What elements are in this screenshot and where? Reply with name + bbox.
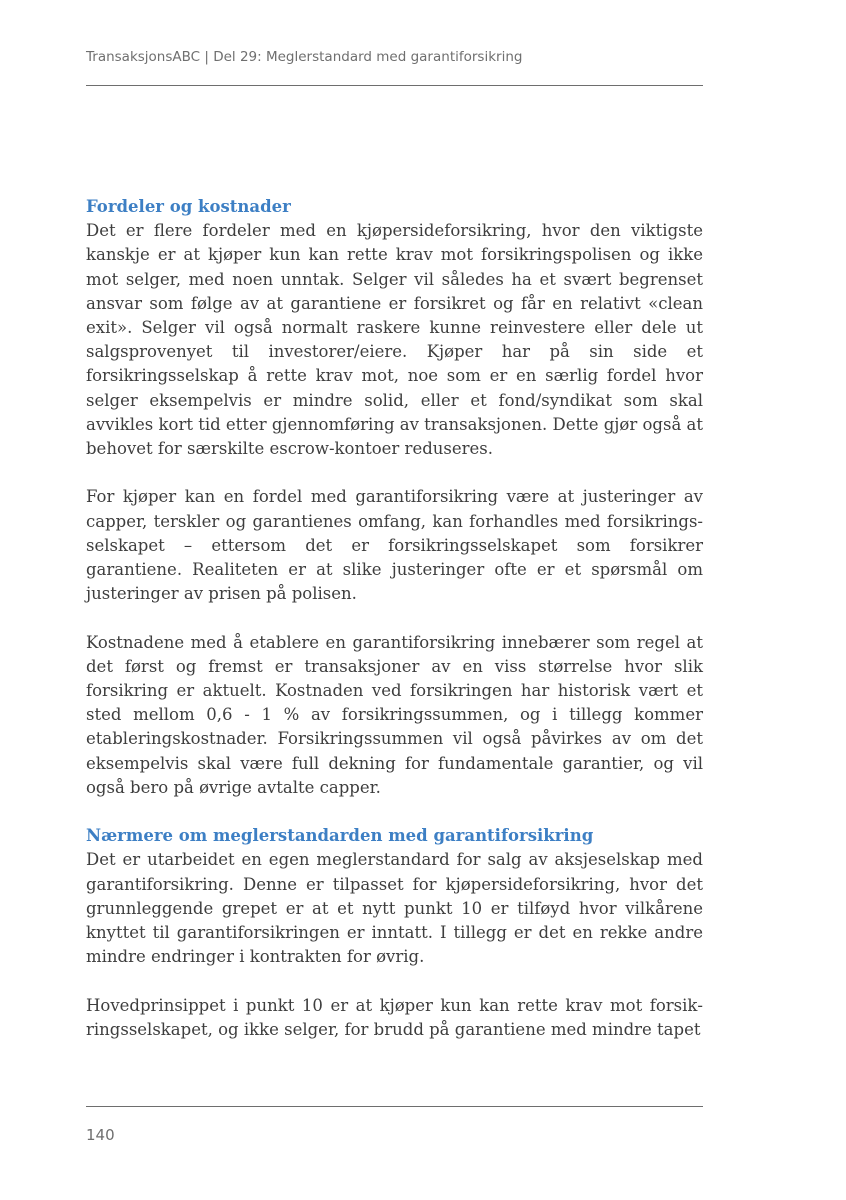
section-heading: Nærmere om meglerstandarden med garantiforsikring [86, 826, 594, 846]
body-paragraph: Hovedprinsippet i punkt 10 er at kjøper kun kan rette krav mot forsikringsselskapet, og ikke selger, for brudd på garantiene med mindre tapet [86, 995, 703, 1039]
page-body [86, 195, 703, 1042]
header-divider [86, 85, 703, 86]
body-paragraph: Det er flere fordeler med en kjøpersideforsikring, hvor den viktigste kanskje er at kjøper kun kan rette krav mot forsikringspolisen og ikke mot selger, med noen unntak. Selger vil således ha et svært begrenset ansvar som følge av at garantiene er forsikret og får en relativt «clean exit». Selger vil også normalt raskere kunne reinvestere eller dele ut salgsprovenyet til investorer/eiere. Kjøper har på sin side et forsikringsselskap å rette krav mot, noe som er en særlig fordel hvor selger eksempelvis er mindre solid, eller et fond/syndikat som skal avvikles kort tid etter gjennomføring av transaksjonen. Dette gjør også at behovet for særskilte escrow-kontoer reduseres. [86, 221, 703, 459]
body-paragraph: Det er utarbeidet en egen meglerstandard for salg av aksjeselskap med garantiforsikring. Denne er tilpasset for kjøpersideforsikring, hvor det grunnleggende grepet er at et nytt punkt 10 er tilføyd hvor vilkårene knyttet til garantiforsikringen er inntatt. I tillegg er det en rekke andre mindre endringer i kontrakten for øvrig. [86, 850, 703, 967]
running-header: TransaksjonsABC | Del 29: Meglerstandard med garantiforsikring [86, 49, 523, 65]
body-paragraph: Kostnadene med å etablere en garantiforsikring innebærer som regel at det først og fremst er transaksjoner av en viss størrelse hvor slik forsikring er aktuelt. Kostnaden ved forsikringen har historisk vært et sted mellom 0,6 - 1 % av forsikringssummen, og i tillegg kommer etableringskostnader. Forsikringssummen vil også påvirkes av om det eksempelvis skal være full dekning for fundamentale garantier, og vil også bero på øvrige avtalte capper. [86, 632, 703, 797]
footer-divider [86, 1106, 703, 1107]
page-number: 140 [86, 1126, 115, 1144]
section-heading: Fordeler og kostnader [86, 197, 291, 216]
body-paragraph: For kjøper kan en fordel med garantiforsikring være at justeringer av capper, terskler og garantienes omfang, kan forhandles med forsikringsselskapet – ettersom det er forsikringsselskapet som forsikrer garantiene. Realiteten er at slike justeringer ofte er et spørsmål om justeringer av prisen på polisen. [86, 487, 703, 604]
